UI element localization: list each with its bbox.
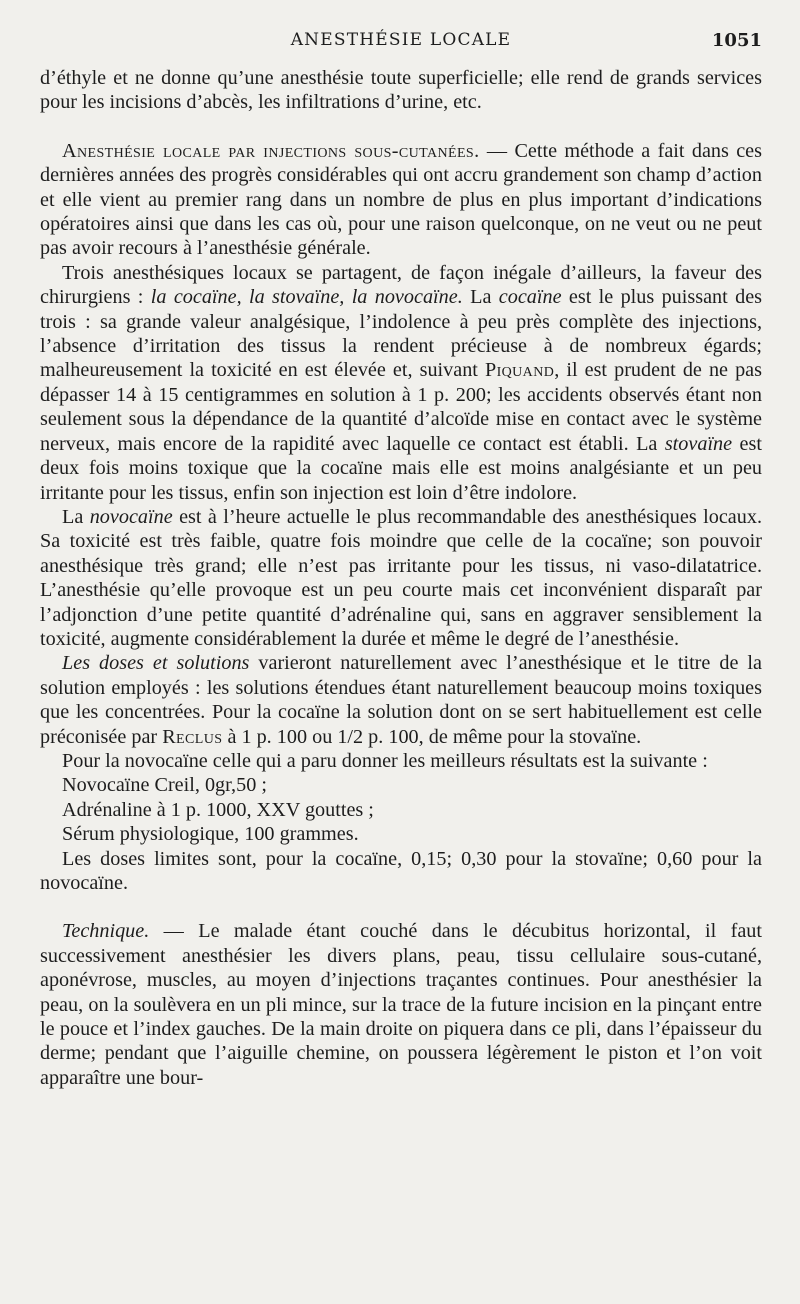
page-number: 1051 [711,30,762,51]
text-run: est deux fois moins toxique que la cocaïne mais elle est moins analgésiante et un peu irritante pour les tissus, enfin son injection est loin d’être indolore. [40,432,762,504]
text-run: est le plus puissant des trois : sa grande valeur analgésique, l’indolence à peu près complète des injections, l’absence d’irritation des tissus la rendent précieuse à de nombreux égards; malheureusement la toxicité en est élevée et, suivant [40,286,763,382]
italic-run: stovaïne [664,432,733,455]
paragraph-three-anesthetics [40,261,762,505]
page-body [40,66,762,1090]
text-run: , il est prudent de ne pas dépasser 14 à 15 centigrammes en solution à 1 p. 200; les accidents observés étant non seulement sous la dépendance de la quantité d’alcoïde mise en contact avec le système nerveux, mais encore de la rapidité avec laquelle ce contact est établi. La [40,359,762,455]
paragraph-solution-intro: Pour la novocaïne celle qui a paru donner les meilleurs résultats est la suivante : [62,749,708,772]
text-run: La [62,505,90,528]
italic-run: cocaïne [498,286,562,309]
paragraph-text: — Cette méthode a fait dans ces dernières années des progrès considérables qui ont accru grandement son champ d’action et elle vient au premier rang dans un nombre de plus en plus important d’indications opératoires ainsi que dans les cas où, pour une raison quelconque, on ne veut ou ne peut pas avoir recours à l’anesthésie générale. [40,139,762,260]
page-header [40,26,762,56]
recipe-list [62,773,762,846]
italic-heading: Technique. [62,920,150,943]
paragraph-technique [40,919,762,1090]
paragraph-dose-limits: Les doses limites sont, pour la cocaïne, 0,15; 0,30 pour la stovaïne; 0,60 pour la novocaïne. [40,847,762,894]
text-run: est à l’heure actuelle le plus recommandable des anesthésiques locaux. Sa toxicité est très faible, quatre fois moindre que celle de la cocaïne; son pouvoir anesthésique très grand; elle n’est pas irritante pour les tissus, ni vaso-dilatatrice. L’anesthésie qu’elle provoque est un peu courte mais cet inconvénient disparaît par l’adjonction d’une petite quantité d’adrénaline qui, sans en aggraver sensiblement la toxicité, augmente considérablement la durée et même le degré de l’anesthésie. [40,505,762,650]
author-name: Reclus [162,725,223,748]
section-gap [40,115,762,139]
text-run: — Le malade étant couché dans le décubitus horizontal, il faut successivement anesthésier les divers plans, peau, tissu cellulaire sous-cutané, aponévrose, muscles, au moyen d’injections traçantes continues. Pour anesthésier la peau, on la soulèvera en un pli mince, sur la trace de la future incision en la pinçant entre le pouce et l’index gauches. De la main droite on piquera dans ce pli, dans l’épaisseur du derme; pendant que l’aiguille chemine, on poussera légèrement le piston et l’on voit apparaître une bour- [40,920,762,1089]
recipe-item: Novocaïne Creil, 0gr,50 ; [62,774,267,797]
section-gap [40,895,762,919]
italic-run: la cocaïne, la stovaïne, la novocaïne. [150,286,463,309]
text-run: à 1 p. 100 ou 1/2 p. 100, de même pour la stovaïne. [222,725,642,748]
paragraph-subcutaneous [40,139,762,261]
recipe-item: Sérum physiologique, 100 grammes. [62,823,359,846]
text-run: La [462,286,499,309]
recipe-item: Adrénaline à 1 p. 1000, XXV gouttes ; [62,798,374,821]
text-run: varieront naturellement avec l’anesthésique et le titre de la solution employés : les solutions étendues étant naturellement beaucoup moins toxiques que les concentrées. Pour la cocaïne la solution dont on se sert habituellement est celle préconisée par [40,652,762,748]
paragraph-novocaine [40,505,762,651]
italic-run: Les doses et solutions [62,652,250,675]
running-title: ANESTHÉSIE LOCALE [290,30,512,50]
italic-run: novocaïne [89,505,173,528]
author-name: Piquand [484,359,555,382]
text-run: Trois anesthésiques locaux se partagent, de façon inégale d’ailleurs, la faveur des chirurgiens : [40,261,762,309]
section-heading: Anesthésie locale par injections sous-cutanées. [62,139,480,162]
paragraph-ethyl: d’éthyle et ne donne qu’une anesthésie toute superficielle; elle rend de grands services pour les incisions d’abcès, les infiltrations d’urine, etc. [40,67,762,114]
paragraph-doses [40,651,762,749]
